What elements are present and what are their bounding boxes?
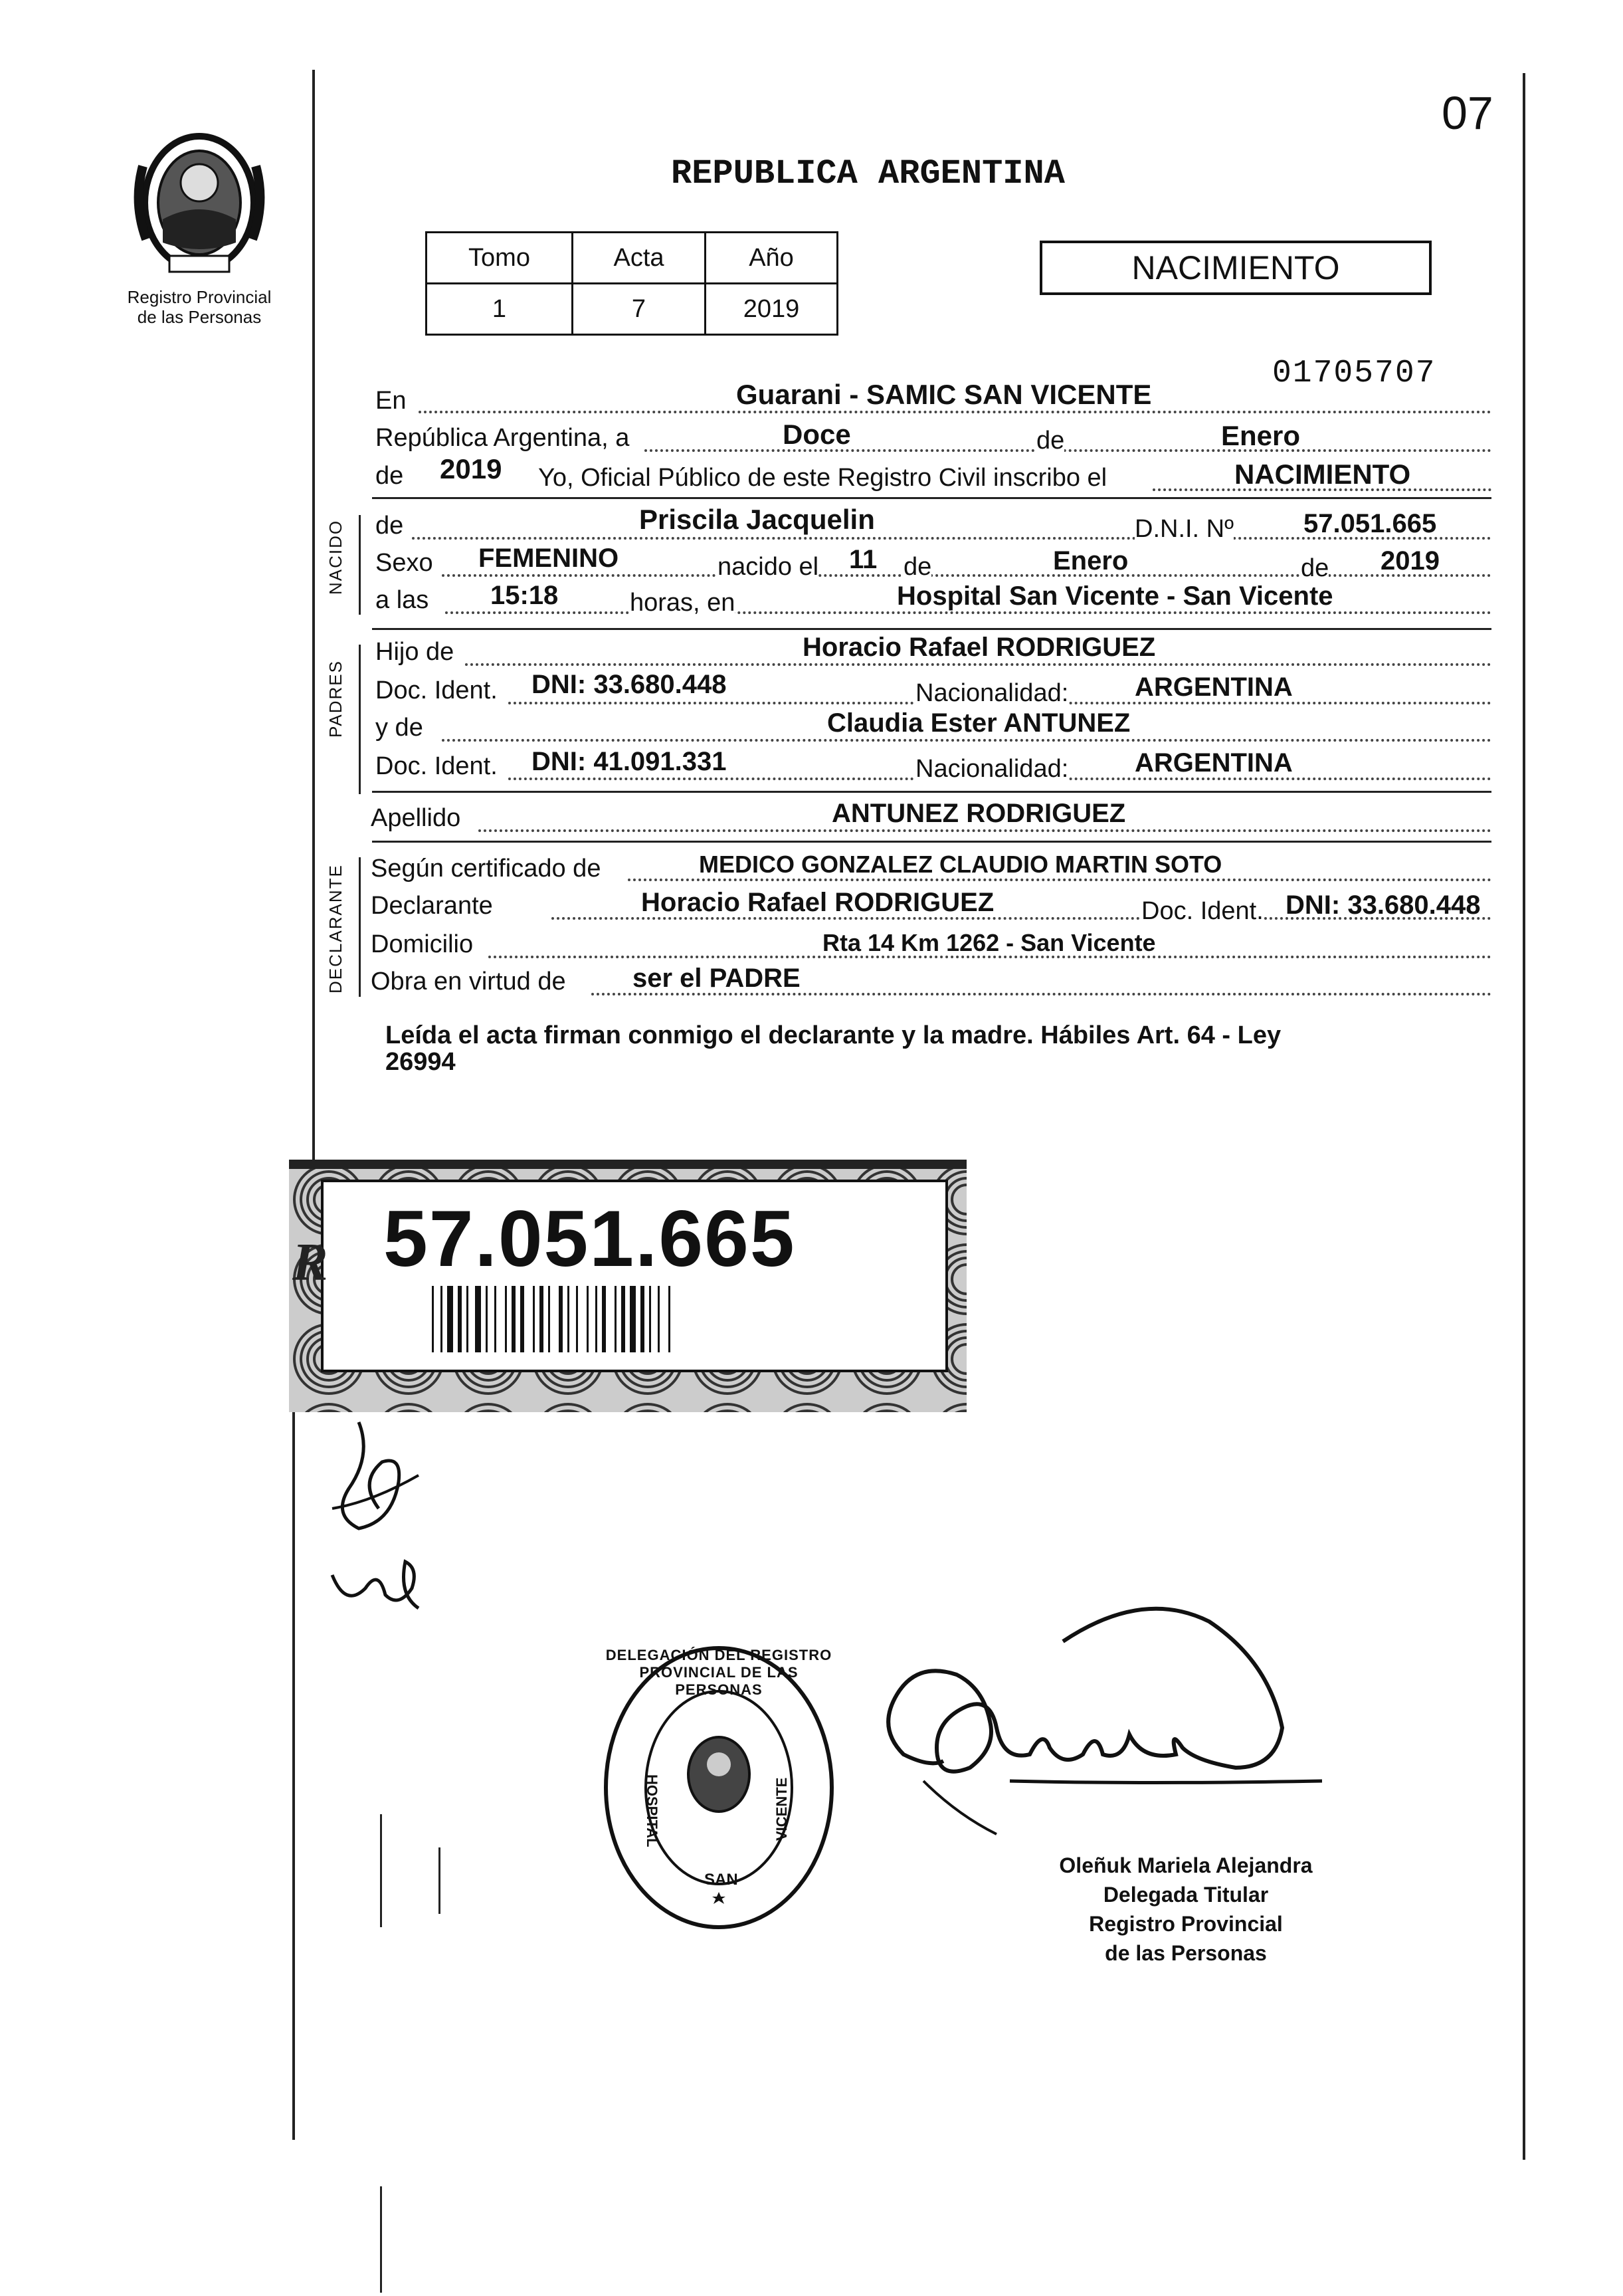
table-value-ano: 2019: [706, 284, 838, 335]
declarante-label: Declarante: [371, 892, 493, 920]
day-words: Doce: [783, 419, 851, 450]
seal-inner-right: VICENTE: [773, 1777, 790, 1841]
mother-doc: DNI: 41.091.331: [531, 747, 727, 776]
table-value-tomo: 1: [427, 284, 573, 335]
hijo-label: Hijo de: [375, 638, 454, 666]
nacido-el-label: nacido el: [717, 553, 819, 581]
sexo-value: FEMENINO: [478, 544, 619, 573]
right-margin-line: [1523, 73, 1525, 2160]
declarante-name: Horacio Rafael RODRIGUEZ: [641, 888, 995, 917]
province-logo: [130, 126, 269, 279]
barcode-number: 57.051.665: [383, 1194, 796, 1283]
section-label-declarante: DECLARANTE: [326, 864, 345, 993]
cert-label: Según certificado de: [371, 855, 601, 883]
cert-value: MEDICO GONZALEZ CLAUDIO MARTIN SOTO: [699, 851, 1222, 878]
table-header-tomo: Tomo: [427, 233, 573, 284]
seal-inner-bottom: SAN: [704, 1871, 738, 1889]
domicilio-label: Domicilio: [371, 930, 474, 958]
divider: [372, 628, 1491, 630]
page-number: 07: [1442, 87, 1493, 139]
dotted-line: [628, 879, 1491, 881]
registry-label-line2: de las Personas: [137, 307, 262, 327]
barcode-bars: [432, 1286, 804, 1352]
serial-number: 01705707: [1272, 356, 1436, 391]
father-doc: DNI: 33.680.448: [531, 670, 727, 699]
closing-text-line1: Leída el acta firman conmigo el declarante y la madre. Hábiles Art. 64 - Ley: [385, 1021, 1282, 1049]
registry-label: [100, 287, 299, 327]
mother-doc-label: Doc. Ident.: [375, 752, 498, 780]
divider: [372, 791, 1491, 793]
horas-label: horas, en: [630, 589, 735, 617]
signatory-block: [1026, 1851, 1345, 1968]
apellido-label: Apellido: [371, 804, 461, 832]
divider: [372, 497, 1491, 499]
domicilio-value: Rta 14 Km 1262 - San Vicente: [822, 929, 1156, 956]
apellido-value: ANTUNEZ RODRIGUEZ: [832, 799, 1126, 828]
divider: [372, 841, 1491, 843]
section-label-nacido: NACIDO: [326, 519, 345, 595]
section-bracket: [359, 645, 361, 794]
officer-text: Yo, Oficial Público de este Registro Civil inscribo el: [538, 464, 1107, 492]
signatory-role: Delegada Titular: [1103, 1883, 1269, 1907]
mother-name: Claudia Ester ANTUNEZ: [827, 708, 1131, 738]
dotted-line: [644, 449, 1491, 452]
y-de-label: y de: [375, 714, 423, 742]
margin-mark: [438, 1847, 440, 1914]
dotted-line: [445, 611, 1491, 614]
birth-time: 15:18: [490, 581, 559, 610]
signature-oficial: [864, 1595, 1329, 1874]
nacido-de-label: de: [375, 512, 404, 540]
birth-year: 2019: [1381, 546, 1440, 575]
sexo-label: Sexo: [375, 549, 433, 577]
a-las-label: a las: [375, 586, 429, 614]
closing-text-line2: 26994: [385, 1048, 456, 1076]
signatory-name: Oleñuk Mariela Alejandra: [1059, 1853, 1313, 1877]
father-nationality: ARGENTINA: [1135, 673, 1293, 702]
seal-outer-text: DELEGACIÓN DEL REGISTRO PROVINCIAL DE LAS PERSONAS: [605, 1647, 832, 1698]
signatory-org-1: Registro Provincial: [1089, 1912, 1283, 1936]
seal-inner-left: HOSPITAL: [644, 1774, 660, 1847]
child-name: Priscila Jacquelin: [639, 504, 875, 535]
birth-day: 11: [849, 545, 878, 574]
birth-place: Hospital San Vicente - San Vicente: [897, 581, 1333, 611]
dotted-line: [442, 574, 1491, 577]
dotted-line: [465, 663, 1491, 666]
barcode-label: [289, 1160, 967, 1412]
mother-nac-label: Nacionalidad:: [915, 755, 1069, 783]
table-header-ano: Año: [706, 233, 838, 284]
section-bracket: [359, 857, 361, 997]
father-nac-label: Nacionalidad:: [915, 679, 1069, 707]
inscribe-type: NACIMIENTO: [1234, 459, 1411, 490]
de-year-label: de: [375, 462, 404, 490]
left-margin-line: [312, 70, 315, 1166]
section-label-padres: PADRES: [326, 660, 345, 738]
child-dni: 57.051.665: [1303, 509, 1437, 538]
dotted-line: [478, 829, 1491, 832]
document-title: REPUBLICA ARGENTINA: [671, 154, 1065, 193]
republic-label: República Argentina, a: [375, 424, 630, 452]
obra-value: ser el PADRE: [632, 964, 801, 993]
father-doc-label: Doc. Ident.: [375, 677, 498, 704]
declarante-doc: DNI: 33.680.448: [1286, 890, 1481, 920]
record-type-box: NACIMIENTO: [1040, 241, 1432, 295]
month-value: Enero: [1221, 420, 1301, 451]
en-label: En: [375, 387, 407, 415]
obra-label: Obra en virtud de: [371, 968, 566, 995]
de-label-3: de: [1301, 554, 1329, 582]
closing-text: [385, 1022, 1281, 1075]
margin-mark: [380, 1814, 382, 1927]
signatory-org-2: de las Personas: [1105, 1941, 1267, 1965]
dotted-line: [442, 739, 1491, 742]
table-header-acta: Acta: [573, 233, 706, 284]
signature-declarante: [319, 1409, 445, 1621]
record-table: [425, 231, 838, 336]
dotted-line: [419, 411, 1491, 413]
father-name: Horacio Rafael RODRIGUEZ: [803, 633, 1156, 662]
de-label-2: de: [904, 553, 932, 581]
birth-month: Enero: [1053, 546, 1129, 575]
year-value: 2019: [440, 453, 502, 484]
margin-mark: [380, 2186, 382, 2293]
mother-nationality: ARGENTINA: [1135, 748, 1293, 778]
declarante-doc-label: Doc. Ident.: [1141, 897, 1264, 925]
watermark-letter: R: [292, 1233, 328, 1292]
de-label: de: [1036, 427, 1065, 455]
table-value-acta: 7: [573, 284, 706, 335]
section-bracket: [359, 515, 361, 615]
place-value: Guarani - SAMIC SAN VICENTE: [736, 379, 1152, 410]
registry-label-line1: Registro Provincial: [127, 287, 272, 307]
official-seal: [599, 1641, 838, 1934]
dni-label: D.N.I. Nº: [1135, 515, 1234, 543]
